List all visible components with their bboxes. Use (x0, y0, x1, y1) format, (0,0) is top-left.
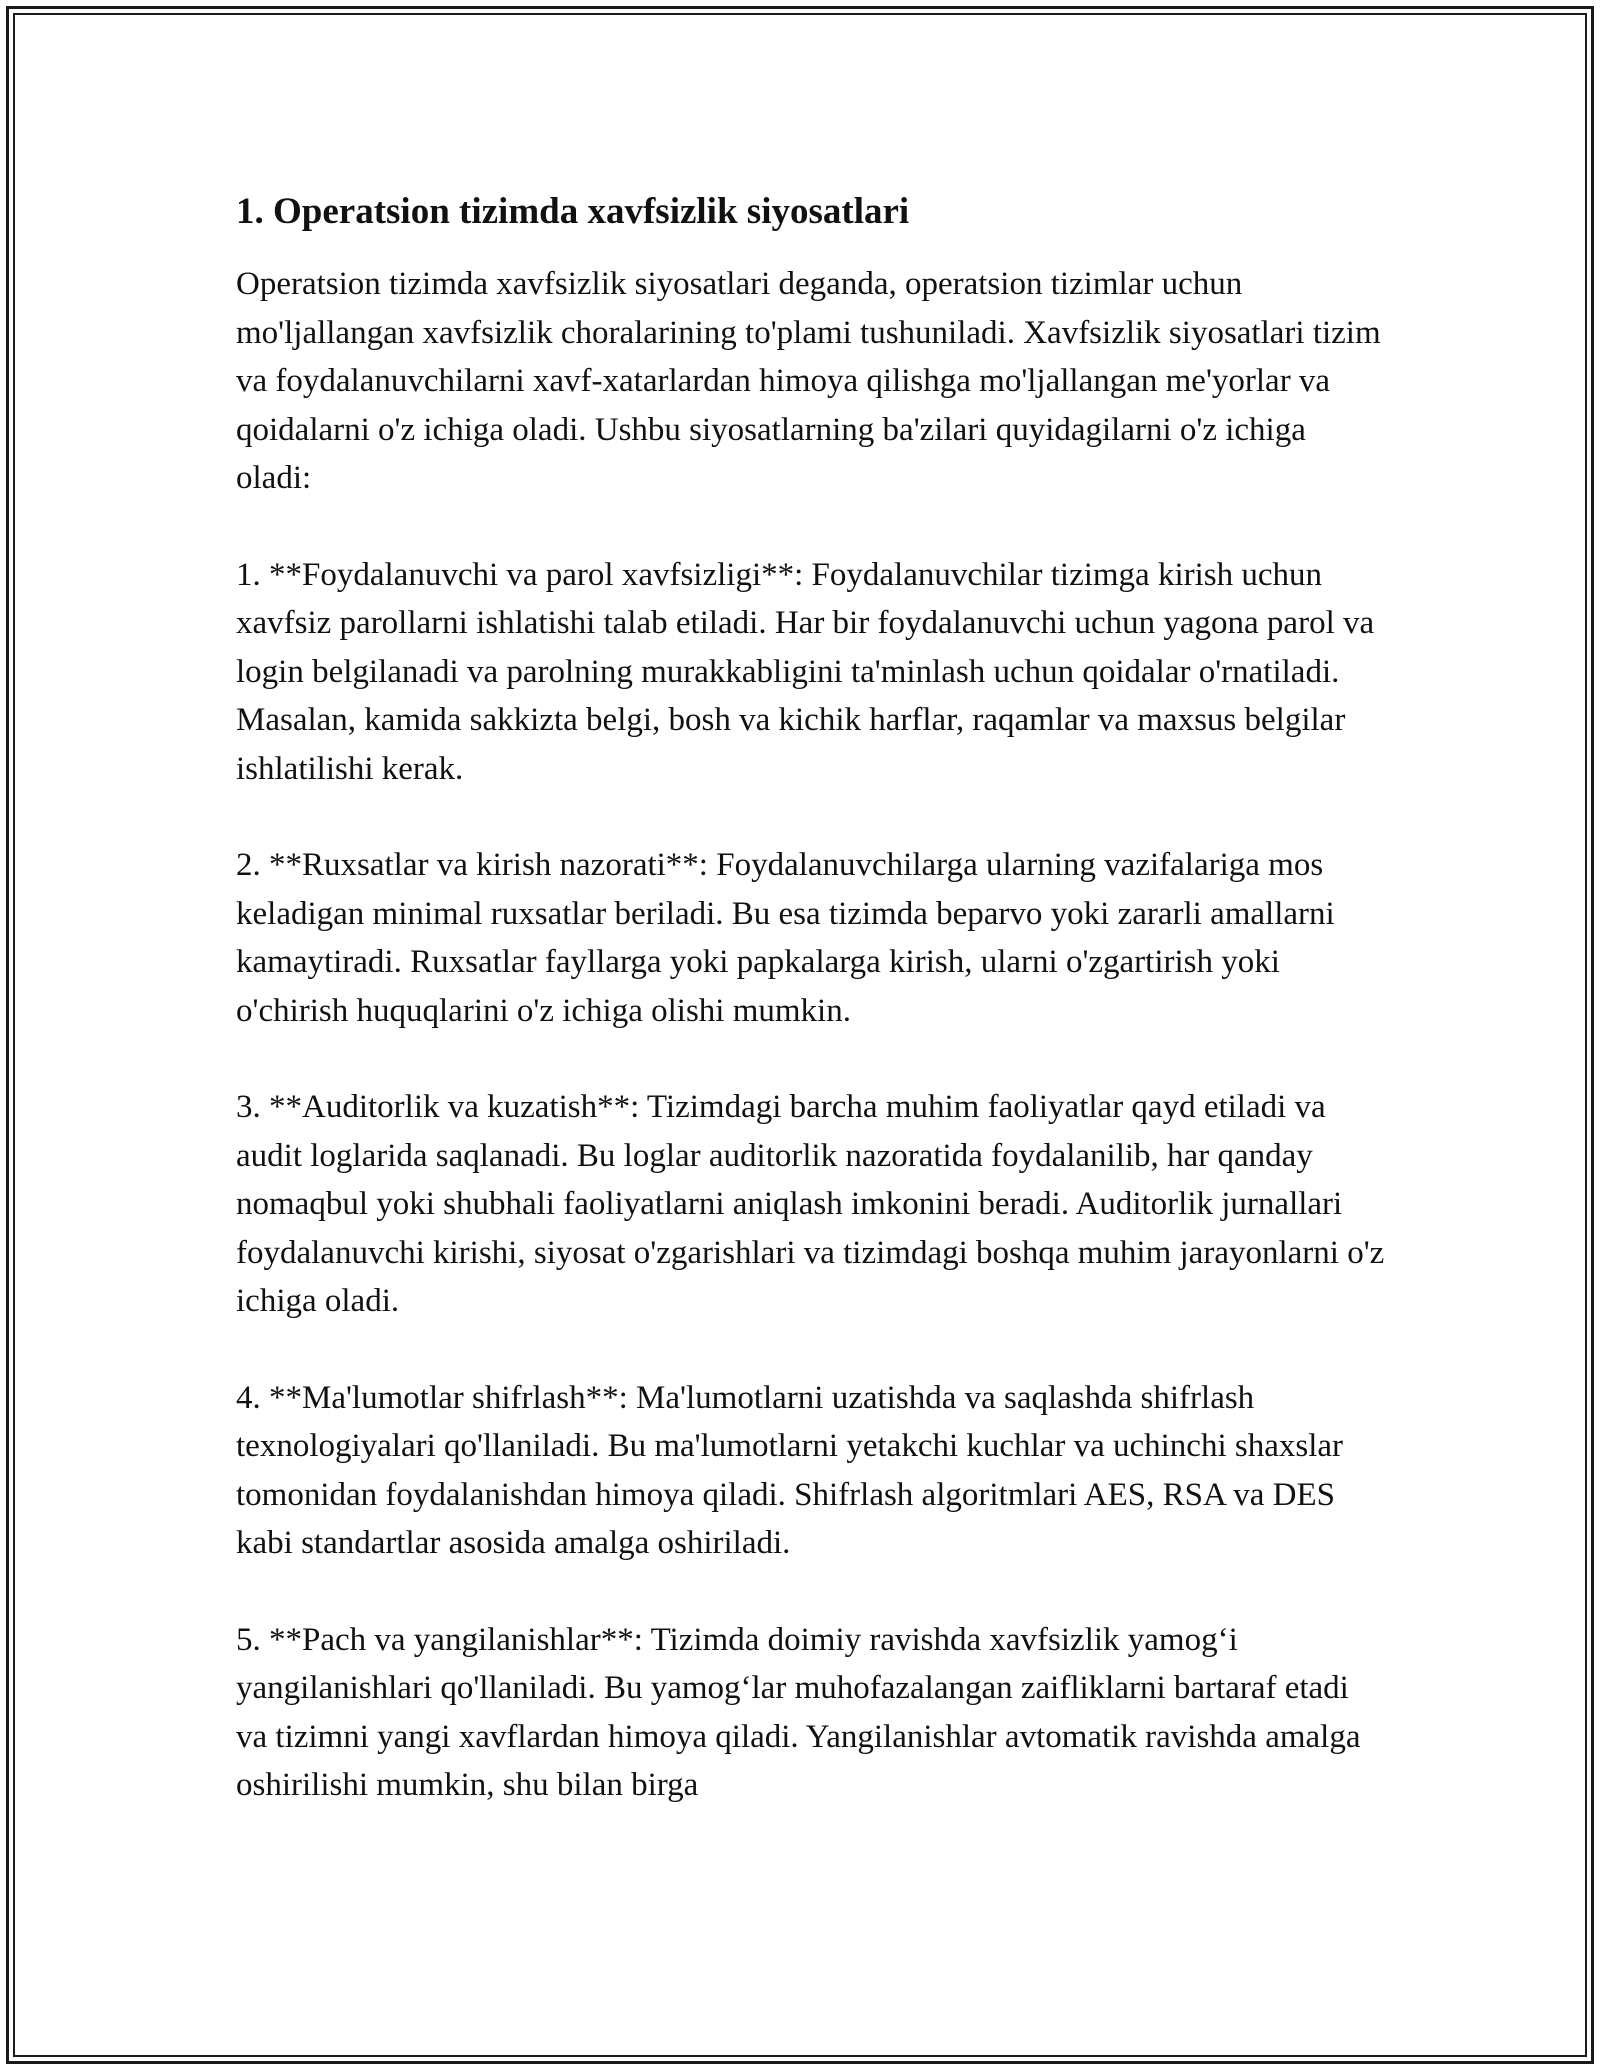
paragraph-permissions-access-control: 2. **Ruxsatlar va kirish nazorati**: Foydalanuvchilarga ularning vazifalariga mos keladigan minimal ruxsatlar beriladi. Bu esa tizimda beparvo yoki zararli amallarni kamaytiradi. Ruxsatlar fayllarga yoki papkalarga kirish, ularni o'zgartirish yoki o'chirish huquqlarini o'z ichiga olishi mumkin. (236, 847, 1335, 1029)
paragraph-audit-monitoring: 3. **Auditorlik va kuzatish**: Tizimdagi barcha muhim faoliyatlar qayd etiladi va audit loglarida saqlanadi. Bu loglar auditorlik nazoratida foydalanilib, har qanday nomaqbul yoki shubhali faoliyatlarni aniqlash imkonini beradi. Auditorlik jurnallari foydalanuvchi kirishi, siyosat o'zgarishlari va tizimdagi boshqa muhim jarayonlarni o'z ichiga oladi. (236, 1089, 1385, 1319)
intro-paragraph: Operatsion tizimda xavfsizlik siyosatlari deganda, operatsion tizimlar uchun mo'ljallangan xavfsizlik choralarining to'plami tushuniladi. Xavfsizlik siyosatlari tizim va foydalanuvchilarni xavf-xatarlardan himoya qilishga mo'ljallangan me'yorlar va qoidalarni o'z ichiga oladi. Ushbu siyosatlarning ba'zilari quyidagilarni o'z ichiga oladi: (236, 266, 1381, 496)
paragraph-user-password-security: 1. **Foydalanuvchi va parol xavfsizligi**: Foydalanuvchilar tizimga kirish uchun xavfsiz parollarni ishlatishi talab etiladi. Har bir foydalanuvchi uchun yagona parol va login belgilanadi va parolning murakkabligini ta'minlash uchun qoidalar o'rnatiladi. Masalan, kamida sakkizta belgi, bosh va kichik harflar, raqamlar va maxsus belgilar ishlatilishi kerak. (236, 556, 1375, 787)
paragraph-patches-updates: 5. **Pach va yangilanishlar**: Tizimda doimiy ravishda xavfsizlik yamog‘i yangilanishlari qo'llaniladi. Bu yamog‘lar muhofazalangan zaifliklarni bartaraf etadi va tizimni yangi xavflardan himoya qiladi. Yangilanishlar avtomatik ravishda amalga oshirilishi mumkin, shu bilan birga (236, 1621, 1361, 1803)
section-heading: 1. Operatsion tizimda xavfsizlik siyosatlari (236, 191, 910, 232)
document-body (236, 186, 1386, 1858)
paragraph-data-encryption: 4. **Ma'lumotlar shifrlash**: Ma'lumotlarni uzatishda va saqlashda shifrlash texnologiyalari qo'llaniladi. Bu ma'lumotlarni yetakchi kuchlar va uchinchi shaxslar tomonidan foydalanishdan himoya qiladi. Shifrlash algoritmlari AES, RSA va DES kabi standartlar asosida amalga oshiriladi. (236, 1379, 1343, 1561)
